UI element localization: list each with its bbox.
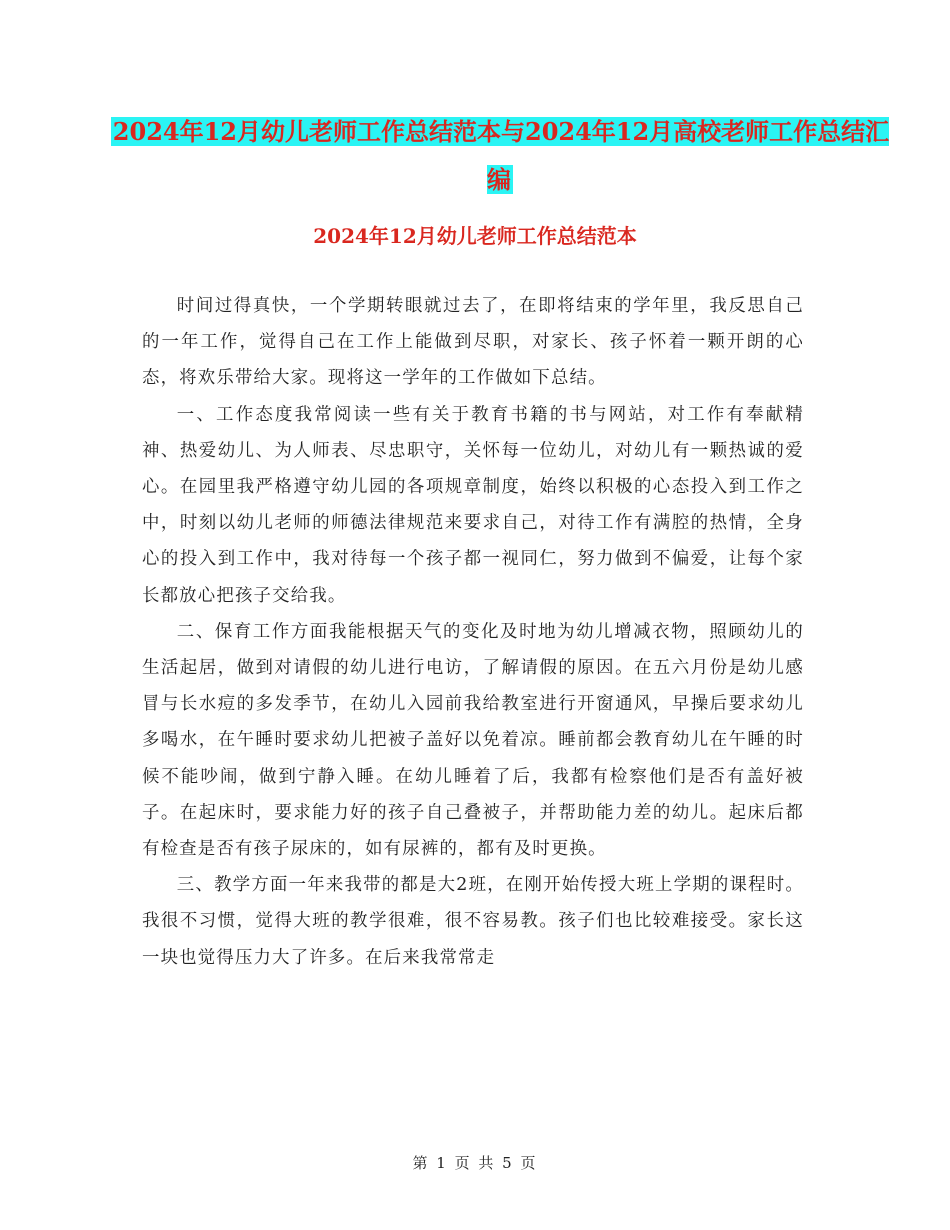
section-title: 2024年12月幼儿老师工作总结范本 xyxy=(313,224,637,248)
paragraph-childcare: 二、保育工作方面我能根据天气的变化及时地为幼儿增减衣物，照顾幼儿的生活起居，做到对请假的幼儿进行电访，了解请假的原因。在五六月份是幼儿感冒与长水痘的多发季节，在幼儿入园前我给教室进行开窗通风，早操后要求幼儿多喝水，在午睡时要求幼儿把被子盖好以免着凉。睡前都会教育幼儿在午睡的时候不能吵闹，做到宁静入睡。在幼儿睡着了后，我都有检察他们是否有盖好被子。在起床时，要求能力好的孩子自己叠被子，并帮助能力差的幼儿。起床后都有检查是否有孩子尿床的，如有尿裤的，都有及时更换。 xyxy=(142,621,804,860)
document-body xyxy=(142,288,804,976)
page-footer: 第 1 页 共 5 页 xyxy=(412,1154,538,1172)
paragraph-work-attitude: 一、工作态度我常阅读一些有关于教育书籍的书与网站，对工作有奉献精神、热爱幼儿、为人师表、尽忠职守，关怀每一位幼儿，对幼儿有一颗热诚的爱心。在园里我严格遵守幼儿园的各项规章制度，始终以积极的心态投入到工作之中，时刻以幼儿老师的师德法律规范来要求自己，对待工作有满腔的热情，全身心的投入到工作中，我对待每一个孩子都一视同仁，努力做到不偏爱，让每个家长都放心把孩子交给我。 xyxy=(142,404,804,606)
document-title-text: 2024年12月幼儿老师工作总结范本与2024年12月高校老师工作总结汇编 xyxy=(112,117,890,194)
document-title xyxy=(100,108,900,204)
paragraph-teaching: 三、教学方面一年来我带的都是大2班，在刚开始传授大班上学期的课程时。我很不习惯，觉得大班的教学很难，很不容易教。孩子们也比较难接受。家长这一块也觉得压力大了许多。在后来我常常走 xyxy=(142,875,804,968)
paragraph-intro: 时间过得真快，一个学期转眼就过去了，在即将结束的学年里，我反思自己的一年工作，觉得自己在工作上能做到尽职，对家长、孩子怀着一颗开朗的心态，将欢乐带给大家。现将这一学年的工作做如下总结。 xyxy=(142,296,804,389)
